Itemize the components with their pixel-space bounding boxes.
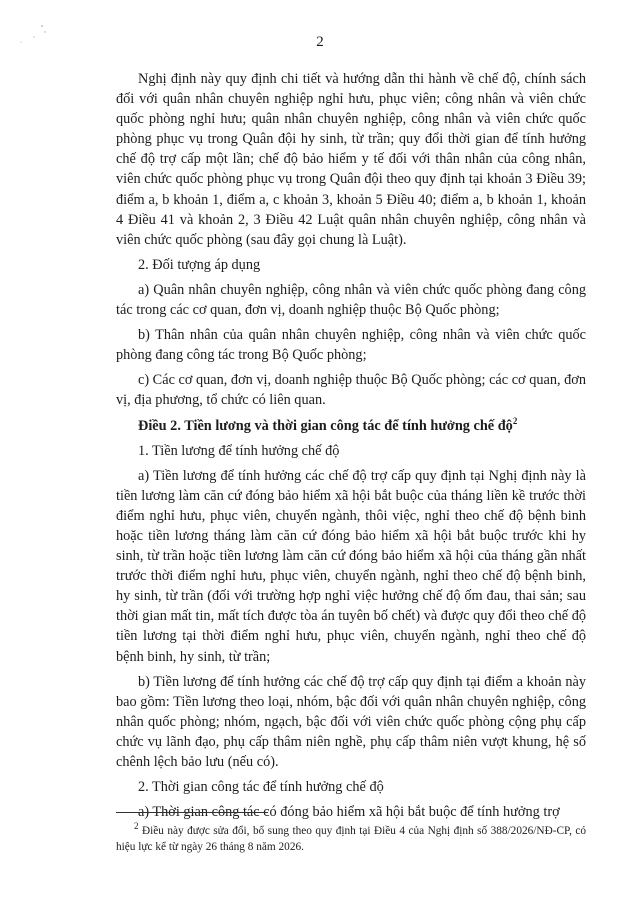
document-body [116,69,586,827]
footnote-text: Điều này được sửa đổi, bổ sung theo quy định tại Điều 4 của Nghị định số 388/2026/NĐ-CP, có hiệu lực kể từ ngày 26 tháng 8 năm 2026. [116,825,586,853]
paragraph-subject-b: b) Thân nhân của quân nhân chuyên nghiệp, công nhân và viên chức quốc phòng đang công tác trong Bộ Quốc phòng; [116,327,586,364]
paragraph-salary-b: b) Tiền lương để tính hưởng các chế độ trợ cấp quy định tại điểm a khoản này bao gồm: Tiền lương theo loại, nhóm, bậc đối với quân nhân chuyên nghiệp, công nhân quốc phòng; nhóm, ngạch, bậc đối với viên chức quốc phòng cộng phụ cấp chức vụ lãnh đạo, phụ cấp thâm niên nghề, phụ cấp thâm niên vượt khung, hệ số chênh lệch bảo lưu (nếu có). [116,673,586,770]
footnote-marker: 2 [134,821,139,832]
footnote [116,823,586,855]
paragraph-subjects-heading: 2. Đối tượng áp dụng [138,256,261,273]
paragraph-subject-a: a) Quân nhân chuyên nghiệp, công nhân và viên chức quốc phòng đang công tác trong các cơ quan, đơn vị, doanh nghiệp thuộc Bộ Quốc phòng; [116,281,586,319]
paragraph-service-time-a: a) Thời gian công tác có đóng bảo hiểm xã hội bắt buộc để tính hưởng trợ [138,804,560,821]
footnote-divider [116,812,268,813]
footnote-ref[interactable]: 2 [512,415,518,426]
paragraph-salary-heading: 1. Tiền lương để tính hưởng chế độ [138,442,340,459]
page-number: 2 [316,34,324,50]
article-2-title: Điều 2. Tiền lương và thời gian công tác để tính hưởng chế độ [138,417,513,434]
paragraph-salary-a: a) Tiền lương để tính hưởng các chế độ trợ cấp quy định tại Nghị định này là tiền lương làm căn cứ đóng bảo hiểm xã hội bắt buộc của tháng liền kề trước thời điểm nghỉ hưu, phục viên, chuyển ngành, thôi việc, nghỉ theo chế độ bệnh binh hoặc tiền lương tháng làm căn cứ đóng bảo hiểm xã hội bắt buộc trước khi hy sinh, từ trần hoặc tiền lương làm căn cứ đóng bảo hiểm xã hội của tháng gần nhất trước thời điểm nghỉ hưu, phục viên, chuyển ngành, nghỉ theo chế độ bệnh binh, hy sinh, từ trần (đối với trường hợp nghỉ việc hưởng chế độ ốm đau, thai sản; sau thời gian mất tin, mất tích được tòa án tuyên bố chết) và được quy đổi theo chế độ tiền lương tại thời điểm nghỉ hưu, phục viên, chuyển ngành, nghỉ theo chế độ bệnh binh, hy sinh, từ trần; [116,467,586,665]
paragraph-service-time-heading: 2. Thời gian công tác để tính hưởng chế độ [138,779,384,796]
paragraph-scope: Nghị định này quy định chi tiết và hướng dẫn thi hành về chế độ, chính sách đối với quân nhân chuyên nghiệp nghỉ hưu, phục viên; công nhân và viên chức quốc phòng nghỉ hưu; quân nhân chuyên nghiệp, công nhân và viên chức quốc phòng phục vụ trong Quân đội hy sinh, từ trần; quy đổi thời gian để tính hưởng chế độ trợ cấp một lần; chế độ bảo hiểm y tế đối với thân nhân của công nhân, viên chức quốc phòng phục vụ trong Quân đội theo quy định tại khoản 3 Điều 39; điểm a, b khoản 1, điểm a, c khoản 3, khoản 5 Điều 40; điểm a, b khoản 1, khoản 4 Điều 41 và khoản 2, 3 Điều 42 Luật quân nhân chuyên nghiệp, công nhân và viên chức quốc phòng (sau đây gọi chung là Luật). [116,71,586,248]
article-2-heading [116,416,586,436]
paragraph-subject-c: c) Các cơ quan, đơn vị, doanh nghiệp thuộc Bộ Quốc phòng; các cơ quan, đơn vị, địa phương, tổ chức có liên quan. [116,372,586,409]
